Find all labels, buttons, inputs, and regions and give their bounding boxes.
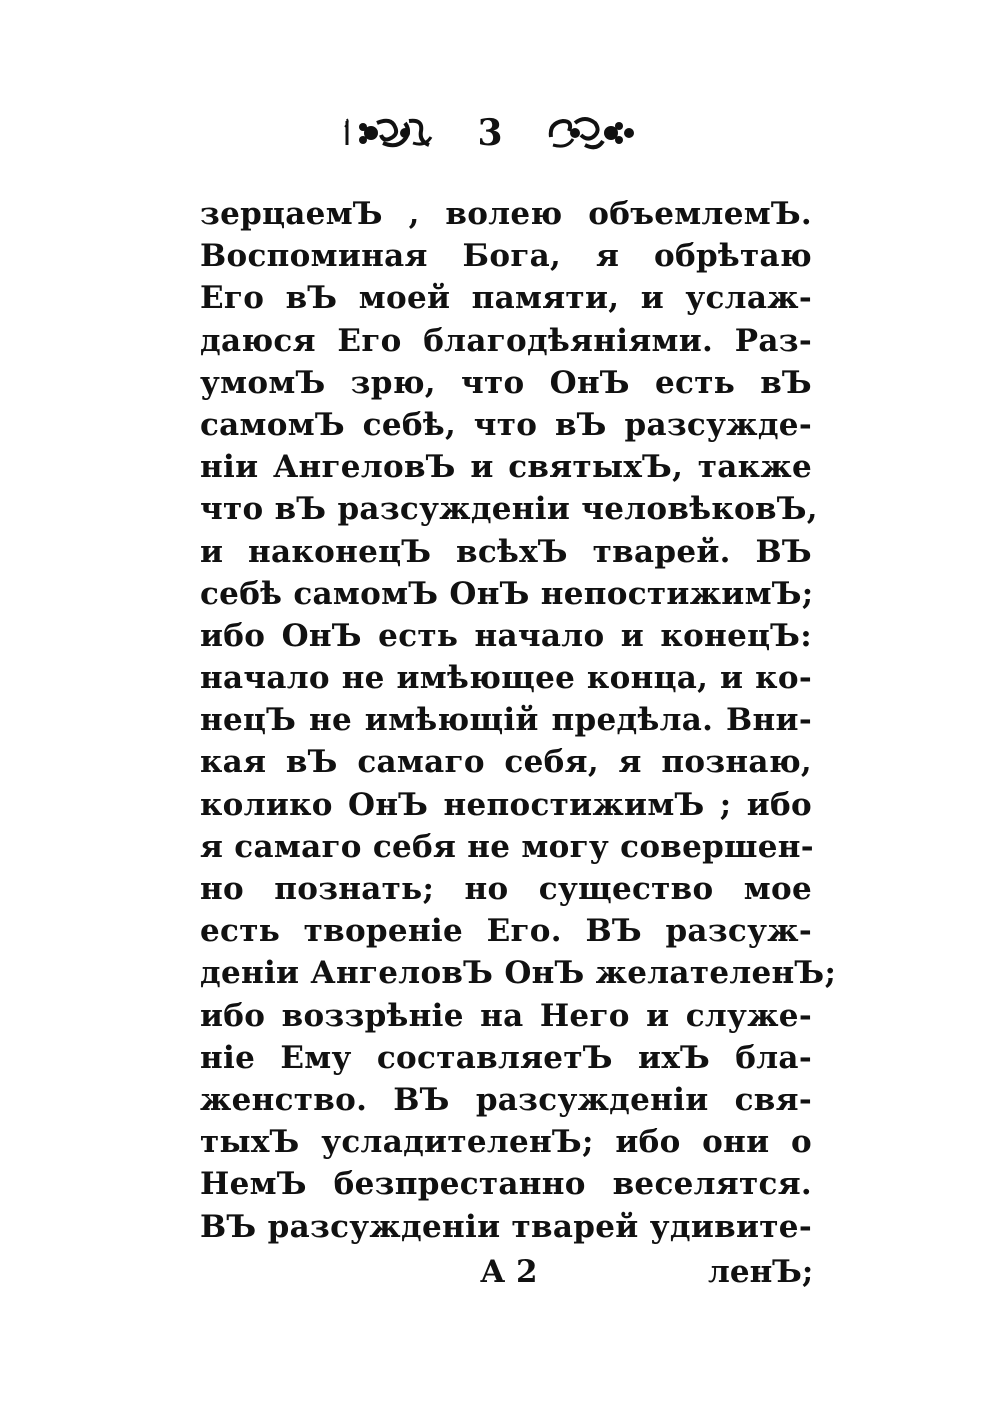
text-line: но познать; но существо мое [200, 871, 812, 907]
page-header [340, 108, 640, 158]
text-line: женство. ВЪ разсужденіи свя- [200, 1081, 812, 1118]
catchword: ленЪ; [708, 1254, 814, 1290]
text-line: НемЪ безпрестанно веселятся. [200, 1166, 812, 1203]
text-line: и наконецЪ всѣхЪ тварей. ВЪ [200, 533, 812, 570]
text-line: ВЪ разсужденіи тварей удивите- [200, 1208, 812, 1245]
ornament-right-icon [545, 113, 637, 153]
text-line: себѣ самомЪ ОнЪ непостижимЪ; [200, 575, 814, 612]
text-line: ибо воззрѣніе на Него и служе- [200, 997, 812, 1034]
signature-mark: А 2 [480, 1254, 538, 1290]
text-line: начало не имѣющее конца, и ко- [200, 660, 812, 697]
text-line: даюся Его благодѣяніями. Раз- [200, 322, 812, 359]
text-line: кая вЪ самаго себя, я познаю, [200, 744, 812, 781]
page-footer [0, 1250, 1000, 1294]
text-line: умомЪ зрю, что ОнЪ есть вЪ [200, 364, 812, 401]
body-text [200, 193, 837, 1248]
text-line: есть твореніе Его. ВЪ разсуж- [200, 913, 812, 950]
text-line: ніи АнгеловЪ и святыхЪ, также [200, 449, 812, 486]
text-line: что вЪ разсужденіи человѣковЪ, [200, 491, 818, 528]
text-line: колико ОнЪ непостижимЪ ; ибо [200, 786, 812, 823]
page-number: 3 [477, 112, 503, 154]
text-line: ніе Ему составляетЪ ихЪ бла- [200, 1039, 812, 1076]
text-line: деніи АнгеловЪ ОнЪ желателенЪ; [200, 955, 837, 992]
ornament-left-icon [343, 113, 435, 153]
text-line: я самаго себя не могу совершен- [200, 828, 814, 865]
text-line: зерцаемЪ , волею объемлемЪ. [200, 196, 812, 232]
text-line: нецЪ не имѣющій предѣла. Вни- [200, 702, 812, 739]
text-line: самомЪ себѣ, что вЪ разсужде- [200, 406, 812, 443]
text-line: ибо ОнЪ есть начало и конецЪ: [200, 617, 812, 654]
text-line: Его вЪ моей памяти, и услаж- [200, 280, 812, 317]
text-line: тыхЪ усладителенЪ; ибо они о [200, 1124, 812, 1161]
text-line: Воспоминая Бога, я обрѣтаю [200, 238, 812, 275]
